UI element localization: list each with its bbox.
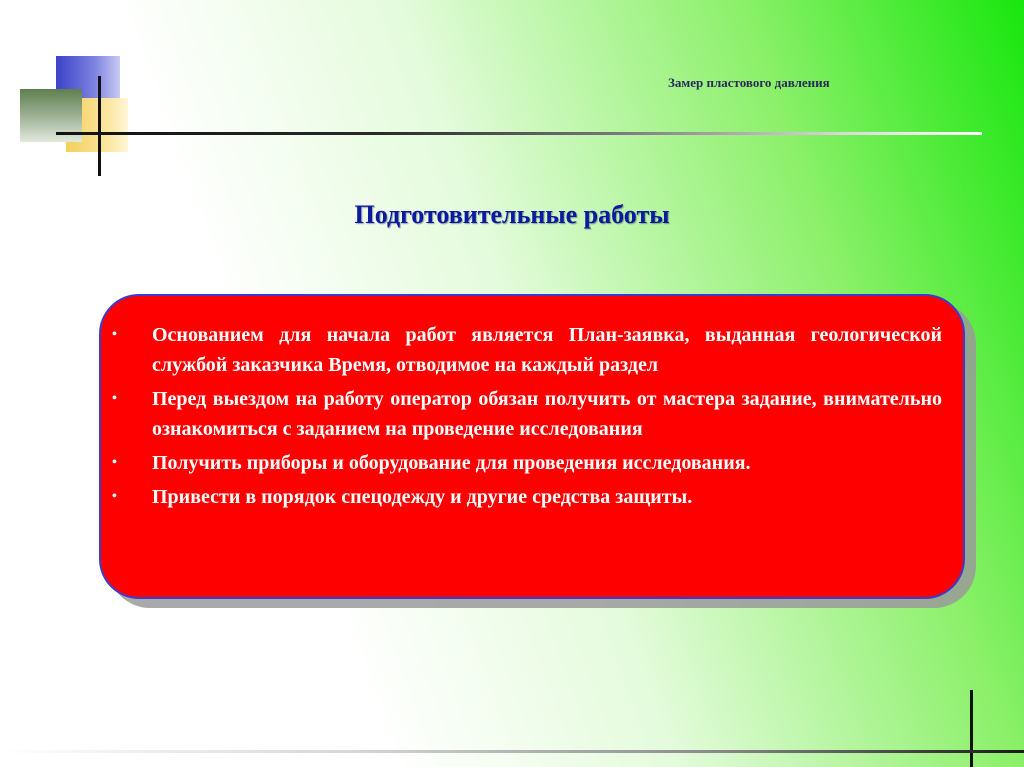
footer-rule: [0, 750, 1024, 753]
bullet-text: Привести в порядок спецодежду и другие средства защиты.: [152, 486, 693, 508]
header-rule: [56, 132, 982, 135]
header-vertical-rule: [98, 76, 101, 176]
footer-vertical-rule: [970, 690, 973, 767]
bullet-marker: •: [112, 391, 117, 406]
bullet-marker: •: [112, 489, 117, 504]
bullet-marker: •: [112, 327, 117, 342]
bullet-item: [112, 384, 942, 444]
bullet-text: Основанием для начала работ является План-заявка, выданная геологической службой заказчика Время, отводимое на каждый раздел: [152, 324, 942, 376]
header-title: Замер пластового давления: [668, 75, 830, 90]
bullet-marker: •: [112, 455, 117, 470]
bullet-item: [112, 320, 942, 380]
bullet-text: Получить приборы и оборудование для проведения исследования.: [152, 452, 751, 474]
bullet-item: [112, 448, 942, 478]
slide-title: Подготовительные работы: [354, 200, 670, 229]
bullet-item: [112, 482, 942, 512]
bullet-list: [112, 320, 942, 516]
bullet-text: Перед выездом на работу оператор обязан получить от мастера задание, внимательно ознакомиться с заданием на проведение исследования: [152, 388, 942, 440]
